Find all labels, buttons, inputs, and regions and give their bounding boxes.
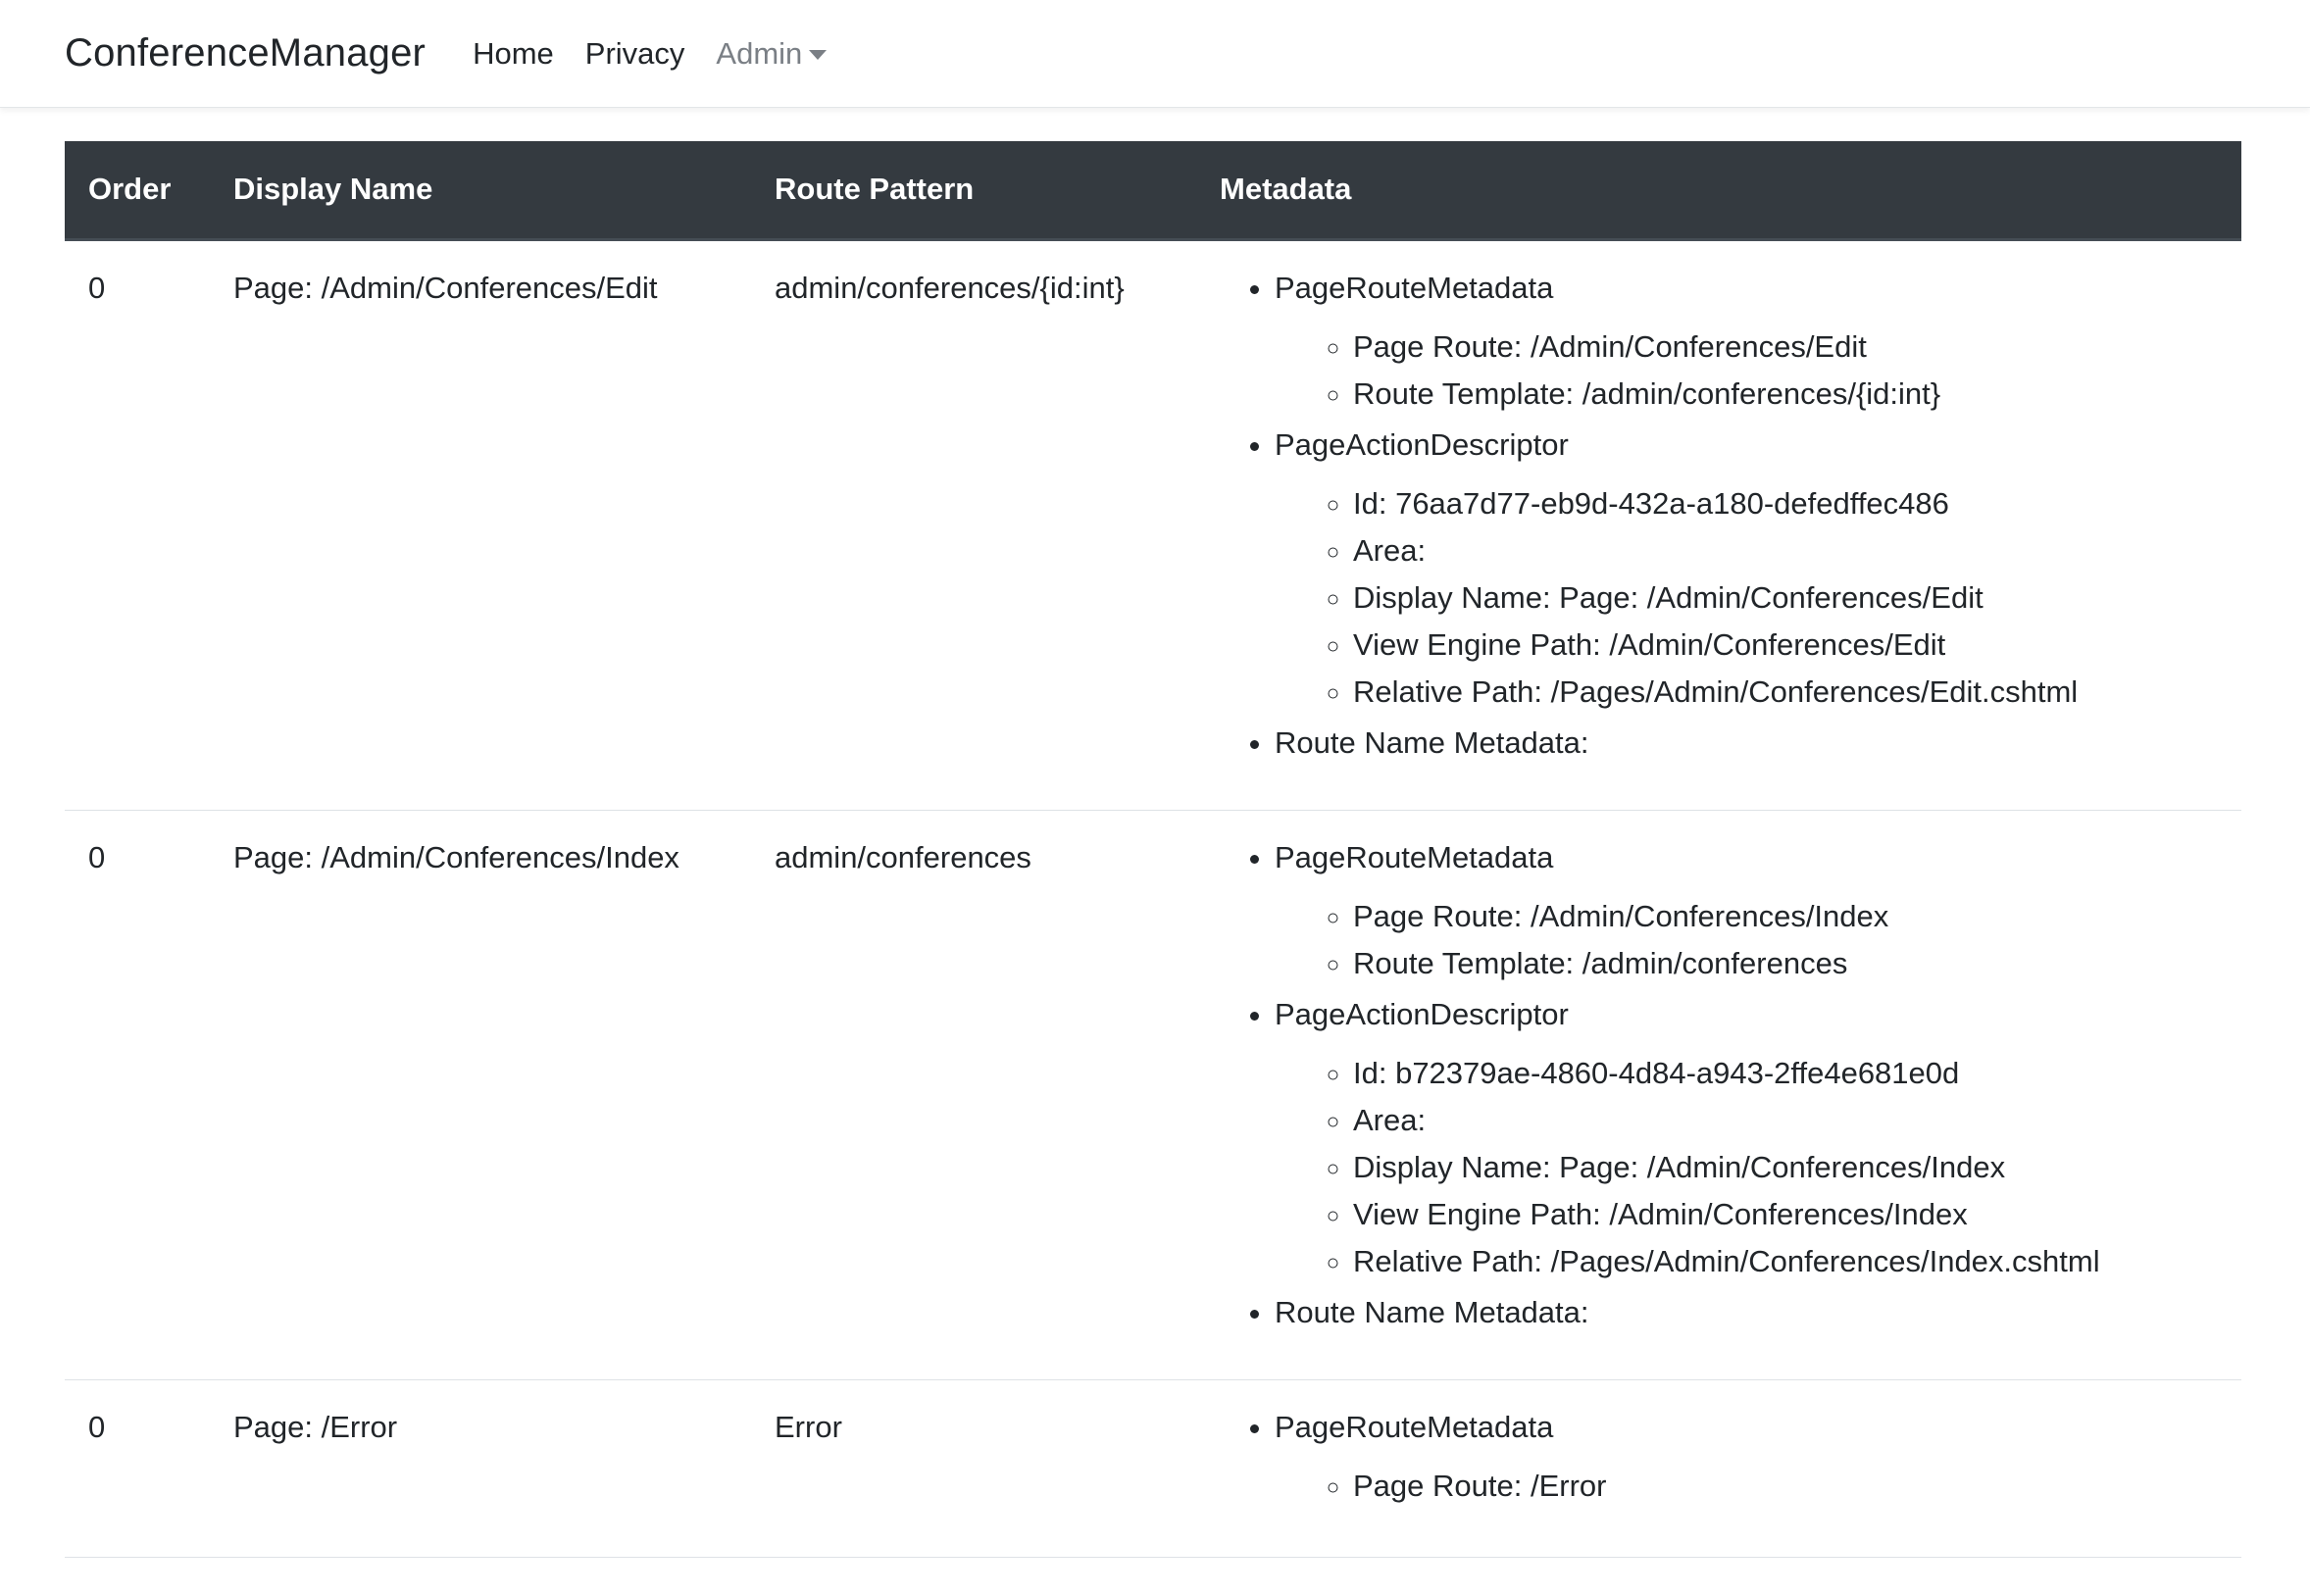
header-metadata: Metadata (1196, 141, 2241, 239)
nav-link-privacy[interactable]: Privacy (584, 35, 685, 71)
metadata-item: • Route Name Metadata: (1275, 1293, 2218, 1332)
nav-dropdown-admin-label: Admin (716, 35, 803, 71)
cell-metadata (1196, 239, 2241, 810)
endpoints-table (65, 141, 2241, 1558)
metadata-sublist (1275, 1050, 2218, 1285)
metadata-subitem: ◦ Page Route: /Error (1353, 1463, 2218, 1510)
metadata-subitem: ◦ Relative Path: /Pages/Admin/Conferences/Index.cshtml (1353, 1238, 2218, 1285)
metadata-item (1275, 1408, 2218, 1510)
metadata-item-label: PageRouteMetadata (1275, 1409, 1554, 1444)
metadata-subitem: ◦ Page Route: /Admin/Conferences/Index (1353, 893, 2218, 940)
table-body (65, 239, 2241, 1557)
brand-link[interactable]: ConferenceManager (65, 31, 427, 75)
metadata-list (1220, 1408, 2218, 1510)
cell-order: 0 (65, 810, 210, 1379)
header-order: Order (65, 141, 210, 239)
metadata-subitem: ◦ Route Template: /admin/conferences (1353, 940, 2218, 987)
metadata-subitem: ◦ Page Route: /Admin/Conferences/Edit (1353, 324, 2218, 371)
metadata-item (1275, 269, 2218, 418)
metadata-subitem: ◦ Id: b72379ae-4860-4d84-a943-2ffe4e681e0d (1353, 1050, 2218, 1097)
metadata-item (1275, 995, 2218, 1285)
metadata-item (1275, 425, 2218, 716)
cell-metadata (1196, 1379, 2241, 1557)
metadata-subitem: ◦ Route Template: /admin/conferences/{id:int} (1353, 371, 2218, 418)
metadata-item (1275, 838, 2218, 987)
cell-route-pattern: admin/conferences (751, 810, 1196, 1379)
metadata-subitem: ◦ View Engine Path: /Admin/Conferences/Index (1353, 1191, 2218, 1238)
metadata-sublist (1275, 1463, 2218, 1510)
metadata-item-label: PageRouteMetadata (1275, 839, 1554, 874)
table-row (65, 239, 2241, 810)
cell-display-name: Page: /Admin/Conferences/Index (210, 810, 751, 1379)
metadata-subitem: ◦ Area: (1353, 527, 2218, 574)
cell-display-name: Page: /Admin/Conferences/Edit (210, 239, 751, 810)
cell-order: 0 (65, 1379, 210, 1557)
metadata-sublist (1275, 480, 2218, 716)
header-row (65, 141, 2241, 239)
cell-order: 0 (65, 239, 210, 810)
metadata-item-label: PageRouteMetadata (1275, 270, 1554, 305)
metadata-sublist (1275, 324, 2218, 418)
header-route-pattern: Route Pattern (751, 141, 1196, 239)
metadata-subitem: ◦ View Engine Path: /Admin/Conferences/Edit (1353, 622, 2218, 669)
metadata-subitem: ◦ Relative Path: /Pages/Admin/Conferences/Edit.cshtml (1353, 669, 2218, 716)
caret-down-icon (809, 50, 827, 60)
table-row (65, 1379, 2241, 1557)
nav-link-home[interactable]: Home (473, 35, 554, 71)
cell-route-pattern: Error (751, 1379, 1196, 1557)
header-display-name: Display Name (210, 141, 751, 239)
metadata-sublist (1275, 893, 2218, 987)
metadata-item-label: PageActionDescriptor (1275, 426, 1569, 462)
main-container (0, 108, 2310, 1558)
metadata-subitem: ◦ Display Name: Page: /Admin/Conferences/Index (1353, 1144, 2218, 1191)
table-row (65, 810, 2241, 1379)
metadata-item: • Route Name Metadata: (1275, 723, 2218, 763)
metadata-item-label: PageActionDescriptor (1275, 996, 1569, 1031)
metadata-subitem: ◦ Id: 76aa7d77-eb9d-432a-a180-defedffec486 (1353, 480, 2218, 527)
nav-dropdown-admin[interactable] (716, 36, 827, 72)
metadata-subitem: ◦ Display Name: Page: /Admin/Conferences/Edit (1353, 574, 2218, 622)
cell-display-name: Page: /Error (210, 1379, 751, 1557)
metadata-list (1220, 838, 2218, 1332)
metadata-list (1220, 269, 2218, 763)
cell-metadata (1196, 810, 2241, 1379)
metadata-subitem: ◦ Area: (1353, 1097, 2218, 1144)
table-header (65, 141, 2241, 239)
cell-route-pattern: admin/conferences/{id:int} (751, 239, 1196, 810)
top-navbar (0, 0, 2310, 108)
